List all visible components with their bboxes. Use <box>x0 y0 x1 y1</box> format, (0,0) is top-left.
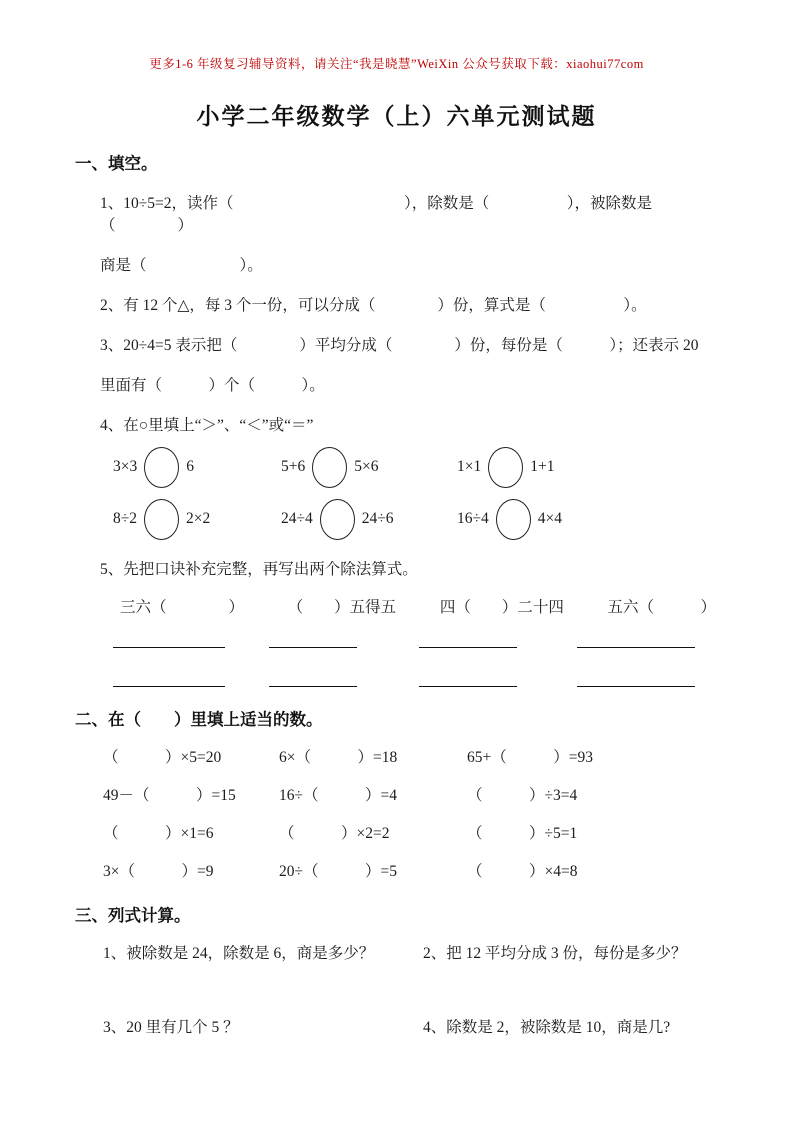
answer-line <box>113 684 225 687</box>
section1-heading: 一、填空。 <box>75 155 158 173</box>
question-1-line1: 1、10÷5=2，读作（ ），除数是（ ），被除数是（ ） <box>100 195 653 234</box>
answer-circle <box>496 499 531 540</box>
equation-row <box>75 861 718 883</box>
koujue-item: 三六（ ） <box>120 599 245 616</box>
question-4-heading: 4、在○里填上“＞”、“＜”或“＝” <box>100 417 314 434</box>
right-expression: 2×2 <box>186 510 211 527</box>
equation: （ ）×5=20 <box>103 749 222 766</box>
word-problem: 1、被除数是 24，除数是 6，商是多少？ <box>103 945 375 962</box>
koujue-row <box>75 597 718 619</box>
answer-line <box>113 645 225 648</box>
equation: 6×（ ）=18 <box>279 749 398 766</box>
comparison-item <box>457 499 718 540</box>
answer-circle <box>312 447 347 488</box>
equation: （ ）×1=6 <box>103 825 214 842</box>
question-3-line1: 3、20÷4=5 表示把（ ）平均分成（ ）份，每份是（ ）；还表示 20 <box>100 337 699 354</box>
page-title: 小学二年级数学（上）六单元测试题 <box>196 103 597 129</box>
equation: （ ）×2=2 <box>279 825 390 842</box>
comparison-item <box>281 499 457 540</box>
answer-circle <box>320 499 355 540</box>
question-5-heading: 5、先把口诀补充完整，再写出两个除法算式。 <box>100 561 418 578</box>
word-problem: 3、20 里有几个 5 ？ <box>103 1019 239 1036</box>
compare-row-2 <box>75 497 718 541</box>
answer-line <box>419 645 517 648</box>
right-expression: 5×6 <box>354 458 379 475</box>
equation: （ ）÷3=4 <box>467 787 578 804</box>
answer-line <box>577 645 695 648</box>
section3-heading: 三、列式计算。 <box>75 907 191 925</box>
equation: 65+（ ）=93 <box>467 749 593 766</box>
koujue-item: 五六（ ） <box>607 599 716 616</box>
question-1-line2: 商是（ ）。 <box>100 257 263 274</box>
left-expression: 1×1 <box>457 458 482 475</box>
answer-line <box>419 684 517 687</box>
equation-row <box>75 785 718 807</box>
section2-heading: 二、在（ ）里填上适当的数。 <box>75 711 323 729</box>
word-problem: 4、除数是 2，被除数是 10，商是几? <box>423 1019 671 1036</box>
equation: 3×（ ）=9 <box>103 863 214 880</box>
left-expression: 8÷2 <box>113 510 138 527</box>
equation: 20÷（ ）=5 <box>279 863 397 880</box>
question-2: 2、有 12 个△，每 3 个一份，可以分成（ ）份，算式是（ ）。 <box>100 297 647 314</box>
equation: 16÷（ ）=4 <box>279 787 397 804</box>
question-3-line2: 里面有（ ）个（ ）。 <box>100 377 325 394</box>
problem-row-1 <box>75 943 718 965</box>
equation-row <box>75 823 718 845</box>
left-expression: 16÷4 <box>457 510 489 527</box>
left-expression: 3×3 <box>113 458 138 475</box>
answer-circle <box>144 499 179 540</box>
equation: 49－（ ）=15 <box>103 787 236 804</box>
word-problem: 2、把 12 平均分成 3 份，每份是多少？ <box>423 945 687 962</box>
answer-circle <box>488 447 523 488</box>
answer-lines-row-2 <box>75 684 718 687</box>
left-expression: 24÷4 <box>281 510 313 527</box>
header-notice: 更多1-6 年级复习辅导资料，请关注“我是晓慧”WeiXin 公众号获取下载：xiaohui77com <box>149 57 644 71</box>
answer-circle <box>144 447 179 488</box>
comparison-item <box>281 447 457 488</box>
answer-line <box>577 684 695 687</box>
answer-lines-row-1 <box>75 645 718 648</box>
equation-row <box>75 747 718 769</box>
answer-line <box>269 645 357 648</box>
comparison-item <box>113 447 281 488</box>
equation: （ ）÷5=1 <box>467 825 578 842</box>
koujue-item: （ ）五得五 <box>287 599 397 616</box>
equation: （ ）×4=8 <box>467 863 578 880</box>
answer-line <box>269 684 357 687</box>
right-expression: 4×4 <box>537 510 563 527</box>
comparison-item <box>113 499 281 540</box>
problem-row-2 <box>75 1017 718 1039</box>
right-expression: 24÷6 <box>361 510 394 527</box>
left-expression: 5+6 <box>281 458 306 475</box>
right-expression: 6 <box>186 458 194 475</box>
right-expression: 1+1 <box>530 458 555 475</box>
comparison-item <box>457 447 718 488</box>
koujue-item: 四（ ）二十四 <box>439 599 564 616</box>
compare-row-1 <box>75 445 718 489</box>
